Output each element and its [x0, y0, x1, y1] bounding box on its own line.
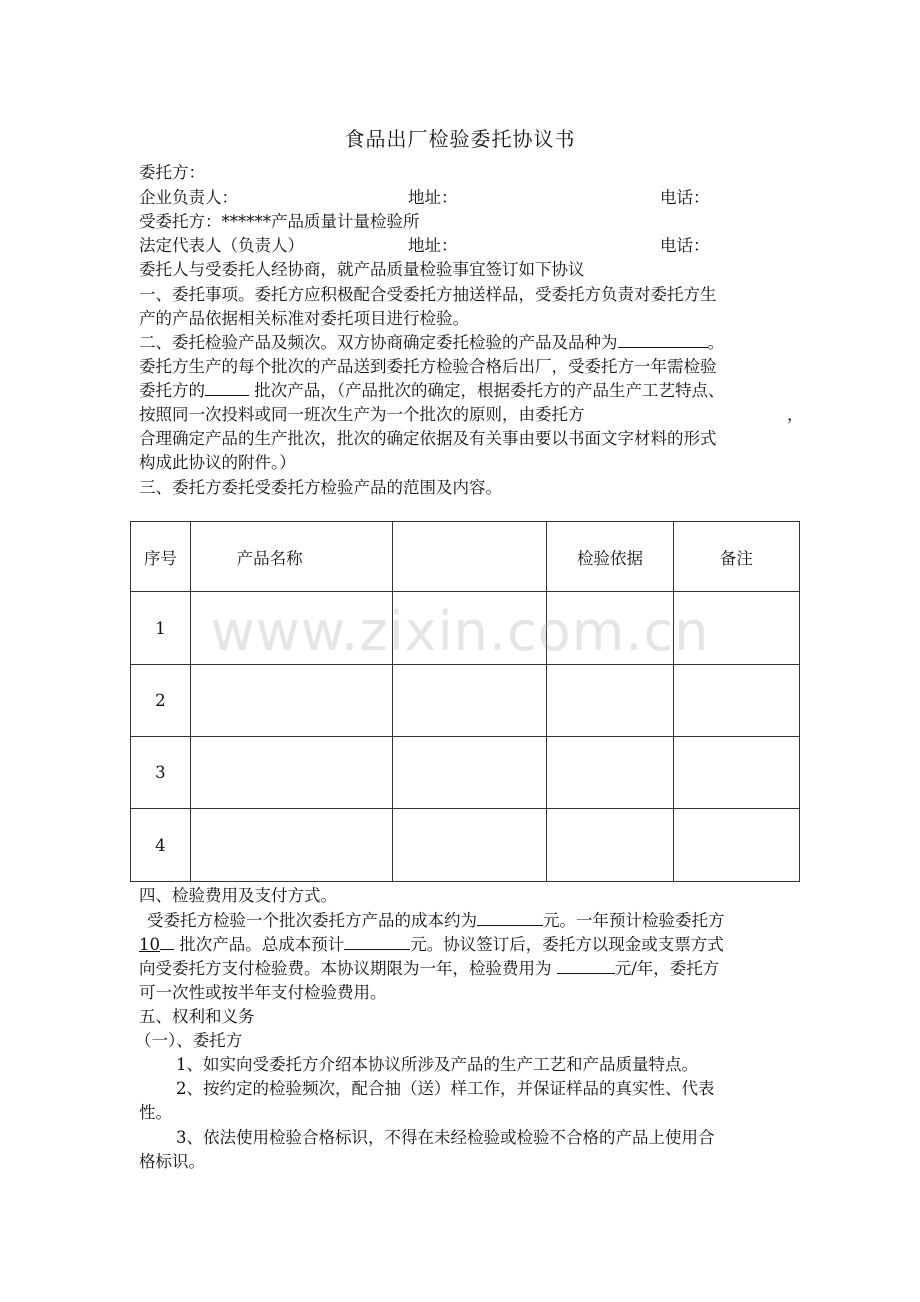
- section5-item2-line1: 2、按约定的检验频次，配合抽（送）样工作，并保证样品的真实性、代表: [176, 1079, 715, 1098]
- row-remark-cell[interactable]: [673, 809, 799, 882]
- inspection-table: [130, 521, 800, 882]
- section4-line2-rest: 元。协议签订后，委托方以现金或支票方式: [410, 935, 724, 954]
- legal-rep-label: 法定代表人（负责人）: [139, 236, 304, 255]
- section5-item1: 1、如实向受委托方介绍本协议所涉及产品的生产工艺和产品质量特点。: [176, 1055, 698, 1074]
- address-label-2: 地址：: [408, 236, 458, 255]
- section2-line5: 合理确定产品的生产批次，批次的确定依据及有关事由要以书面文字材料的形式: [139, 429, 717, 448]
- section1-line2: 产的产品依据相关标准对委托项目进行检验。: [139, 309, 469, 328]
- section4-line4: 可一次性或按半年支付检验费用。: [139, 983, 387, 1002]
- table-row: [131, 737, 800, 809]
- section5-item3-line1: 3、依法使用检验合格标识，不得在未经检验或检验不合格的产品上使用合: [176, 1128, 715, 1147]
- client-leader-label: 企业负责人：: [139, 188, 238, 207]
- section2-line3-rest: 批次产品，（产品批次的确定，根据委托方的产品生产工艺特点、: [249, 381, 725, 400]
- phone-label-1: 电话：: [660, 188, 710, 207]
- section2-line6: 构成此协议的附件。）: [139, 453, 296, 472]
- address-label-1: 地址：: [408, 188, 458, 207]
- row-blank-cell[interactable]: [392, 592, 547, 665]
- header-cell-blank: [392, 522, 547, 592]
- client-line: [139, 161, 205, 185]
- section1-line1: 一、委托事项。委托方应积极配合受委托方抽送样品，受委托方负责对委托方生: [139, 285, 717, 304]
- phone-label-2: 电话：: [660, 236, 710, 255]
- section2-line1: [139, 331, 724, 355]
- intro-line: 委托人与受委托人经协商，就产品质量检验事宜签订如下协议: [139, 260, 585, 279]
- annual-batch-underline: [160, 933, 174, 950]
- section4-line2: [139, 933, 724, 957]
- section4-line3-rest: 元/年，委托方: [614, 959, 720, 978]
- section3-title: 三、委托方委托受委托方检验产品的范围及内容。: [139, 478, 502, 497]
- table-row: [131, 809, 800, 882]
- section4-line2-text: 批次产品。总成本预计: [174, 935, 345, 954]
- row-blank-cell[interactable]: [392, 665, 547, 737]
- section2-line1-text: 二、委托检验产品及频次。双方协商确定委托检验的产品及品种为: [139, 333, 618, 352]
- row-index: 2: [131, 665, 191, 737]
- row-basis-cell[interactable]: [547, 737, 673, 809]
- entrusted-label: 受委托方：******产品质量计量检验所: [139, 212, 420, 231]
- section2-line3-text: 委托方的: [139, 381, 205, 400]
- section4-line1-rest: 元。一年预计检验委托方: [543, 911, 725, 930]
- section4-line1: [147, 909, 725, 933]
- client-label: 委托方：: [139, 163, 205, 182]
- header-cell-index: 序号: [131, 522, 191, 592]
- section5-item2-line2: 性。: [139, 1103, 172, 1122]
- row-product-name-cell[interactable]: [190, 665, 392, 737]
- table-row: [131, 665, 800, 737]
- row-remark-cell[interactable]: [673, 737, 799, 809]
- product-variety-blank[interactable]: [618, 331, 708, 348]
- section2-line3: [139, 379, 725, 403]
- watermark: www.zixin.com.cn: [210, 600, 710, 663]
- header-cell-remark: 备注: [673, 522, 799, 592]
- legal-rep-line: [139, 234, 779, 258]
- table-header-row: [131, 522, 800, 592]
- header-cell-product-name: 产品名称: [190, 522, 392, 592]
- entrusted-line: [139, 210, 420, 234]
- section4-line1-text: 受委托方检验一个批次委托方产品的成本约为: [147, 911, 477, 930]
- row-blank-cell[interactable]: [392, 809, 547, 882]
- table-row: [131, 592, 800, 665]
- row-remark-cell[interactable]: [673, 592, 799, 665]
- section5-item3-line2: 格标识。: [139, 1152, 205, 1171]
- section2-line4-text: 按照同一次投料或同一班次生产为一个批次的原则，由委托方: [139, 405, 585, 424]
- row-product-name-cell[interactable]: [190, 737, 392, 809]
- section4-line3-text: 向受委托方支付检验费。本协议期限为一年，检验费用为: [139, 959, 557, 978]
- section5-title: 五、权利和义务: [139, 1007, 255, 1026]
- header-cell-basis: 检验依据: [547, 522, 673, 592]
- section4-title: 四、检验费用及支付方式。: [139, 886, 337, 905]
- document-title: 食品出厂检验委托协议书: [344, 127, 576, 151]
- row-index: 4: [131, 809, 191, 882]
- section2-line4-comma: ，: [787, 405, 804, 424]
- annual-batch-count: 10: [139, 935, 160, 954]
- section5-sub1: （一）、委托方: [135, 1031, 243, 1050]
- section2-line4: [139, 403, 804, 427]
- row-basis-cell[interactable]: [547, 592, 673, 665]
- cost-per-batch-blank[interactable]: [477, 909, 543, 926]
- row-remark-cell[interactable]: [673, 665, 799, 737]
- section2-line1-end: 。: [707, 333, 724, 352]
- row-product-name-cell[interactable]: [190, 809, 392, 882]
- row-basis-cell[interactable]: [547, 665, 673, 737]
- section2-line2: 委托方生产的每个批次的产品送到委托方检验合格后出厂，受委托方一年需检验: [139, 357, 717, 376]
- annual-fee-blank[interactable]: [557, 957, 615, 974]
- row-blank-cell[interactable]: [392, 737, 547, 809]
- section4-line3: [139, 957, 719, 981]
- row-index: 3: [131, 737, 191, 809]
- row-index: 1: [131, 592, 191, 665]
- total-cost-blank[interactable]: [344, 933, 410, 950]
- row-basis-cell[interactable]: [547, 809, 673, 882]
- row-product-name-cell[interactable]: [190, 592, 392, 665]
- client-leader-line: [139, 186, 779, 210]
- batch-count-blank[interactable]: [205, 379, 249, 396]
